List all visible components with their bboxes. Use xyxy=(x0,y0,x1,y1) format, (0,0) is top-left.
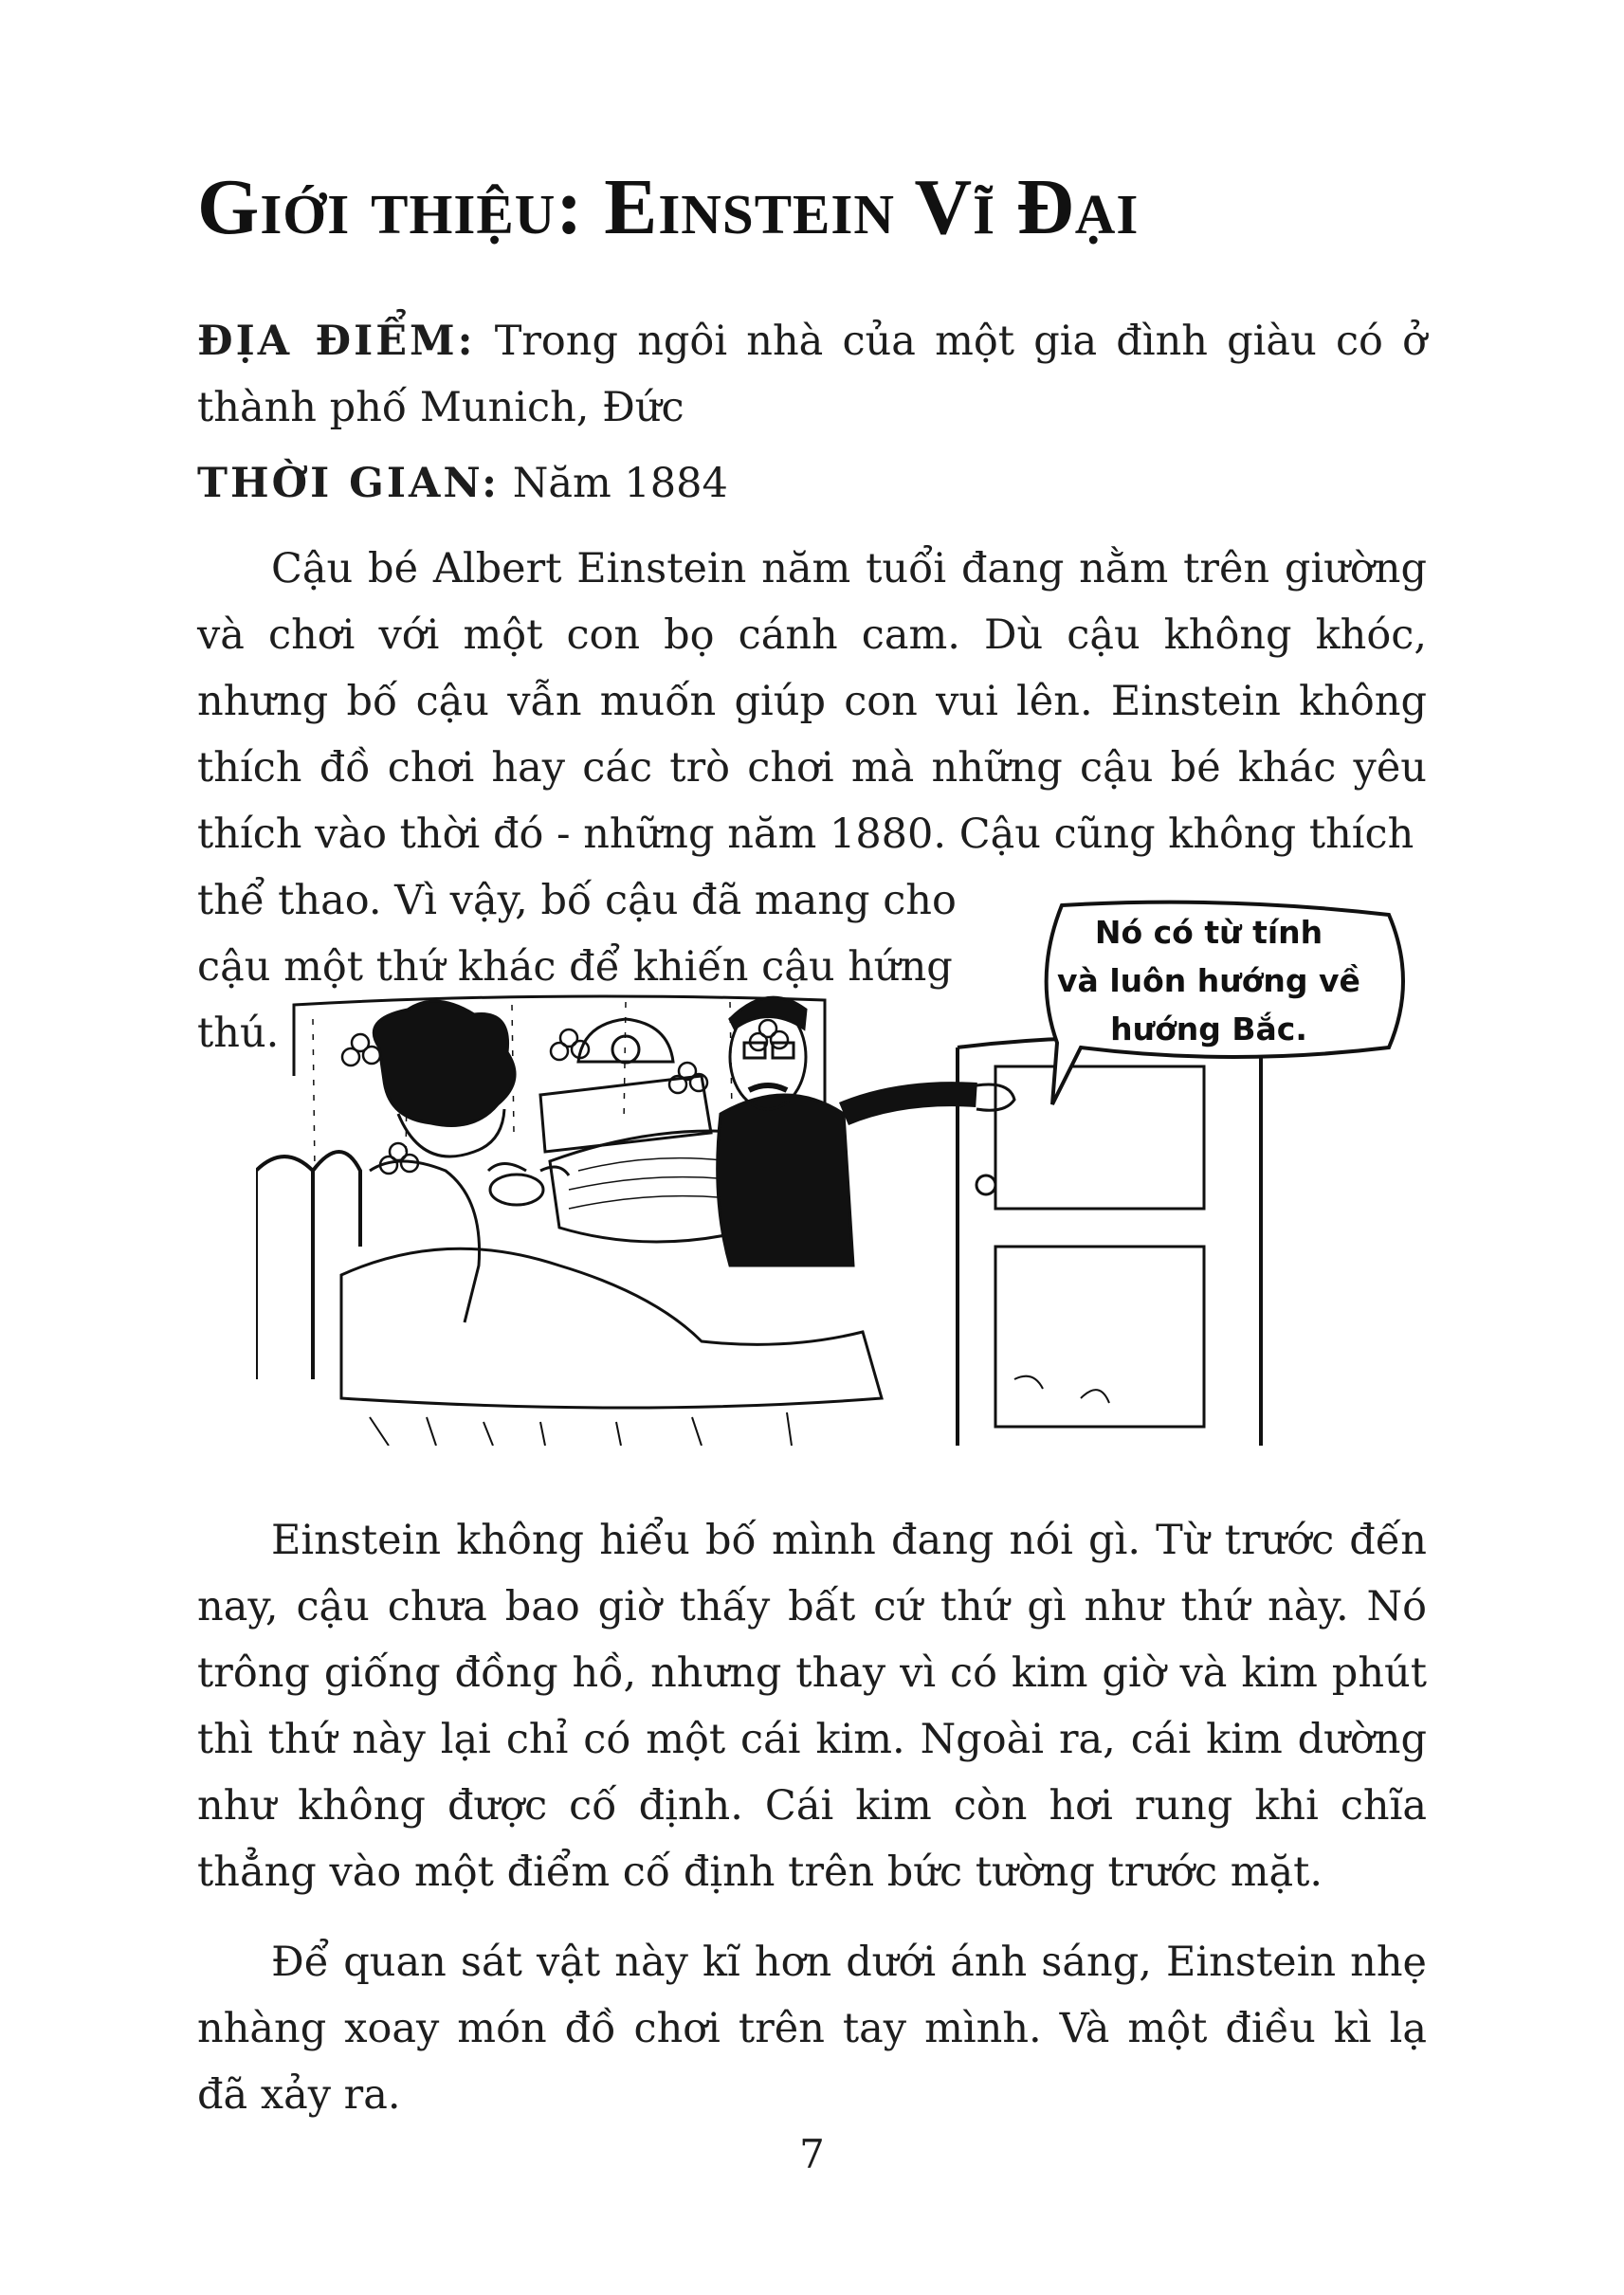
intro-paragraph: Cậu bé Albert Einstein năm tuổi đang nằm trên giường và chơi với một con bọ cánh cam. Dù cậu không khóc, nhưng bố cậu vẫn muốn giúp con vui lên. Einstein không thích đồ chơi hay các trò chơi mà những cậu bé khác yêu thích vào thời đó - những năm 1880. Cậu cũng không thích xyxy=(197,545,1427,858)
boy-hands xyxy=(488,1164,569,1176)
door-panel-top xyxy=(995,1066,1204,1209)
intro-paragraph-continued: thể thao. Vì vậy, bố cậu đã mang cho cậu một thứ khác để khiến cậu hứng thú. xyxy=(197,877,957,1057)
boy-body xyxy=(370,1161,480,1322)
time-paragraph xyxy=(197,450,1427,517)
glasses-right xyxy=(773,1043,794,1058)
mantel-clock xyxy=(578,1019,673,1062)
speech-bubble-text: Nó có từ tính và luôn hướng về hướng Bắc. xyxy=(1057,914,1360,1047)
compass-toy xyxy=(490,1175,543,1205)
clock-face xyxy=(612,1036,639,1063)
door-frame xyxy=(958,1038,1261,1446)
boy-hair xyxy=(374,1001,515,1125)
time-label: THỜI GIAN: xyxy=(197,460,501,507)
page-number: 7 xyxy=(799,2131,825,2177)
bed-lines xyxy=(569,1158,739,1209)
time-text: Năm 1884 xyxy=(512,460,728,507)
father-hair xyxy=(730,997,806,1029)
chapter-title: Giới thiệu: Einstein Vĩ Đại xyxy=(197,163,1140,251)
headboard xyxy=(256,1152,360,1379)
door-knob xyxy=(976,1175,995,1194)
blanket xyxy=(341,1248,882,1408)
father-mustache xyxy=(749,1085,787,1090)
father-coat xyxy=(718,1095,853,1266)
floor-marks xyxy=(1014,1376,1109,1403)
floor-lines xyxy=(370,1412,792,1446)
body-paragraph-3: Để quan sát vật này kĩ hơn dưới ánh sáng, Einstein nhẹ nhàng xoay món đồ chơi trên tay mình. Và một điều kì lạ đã xảy ra. xyxy=(197,1939,1427,2119)
door-panel-bottom xyxy=(995,1247,1204,1427)
place-paragraph xyxy=(197,308,1427,441)
body-paragraph-2: Einstein không hiểu bố mình đang nói gì. Từ trước đến nay, cậu chưa bao giờ thấy bất cứ thứ gì như thứ này. Nó trông giống đồng hồ, nhưng thay vì có kim giờ và kim phút thì thứ này lại chỉ có một cái kim. Ngoài ra, cái kim dường như không được cố định. Cái kim còn hơi rung khi chĩa thẳng vào một điểm cố định trên bức tường trước mặt. xyxy=(197,1517,1427,1896)
place-text: Trong ngôi nhà của một gia đình giàu có ở thành phố Munich, Đức xyxy=(197,318,1427,431)
place-label: ĐỊA ĐIỂM: xyxy=(197,318,476,365)
